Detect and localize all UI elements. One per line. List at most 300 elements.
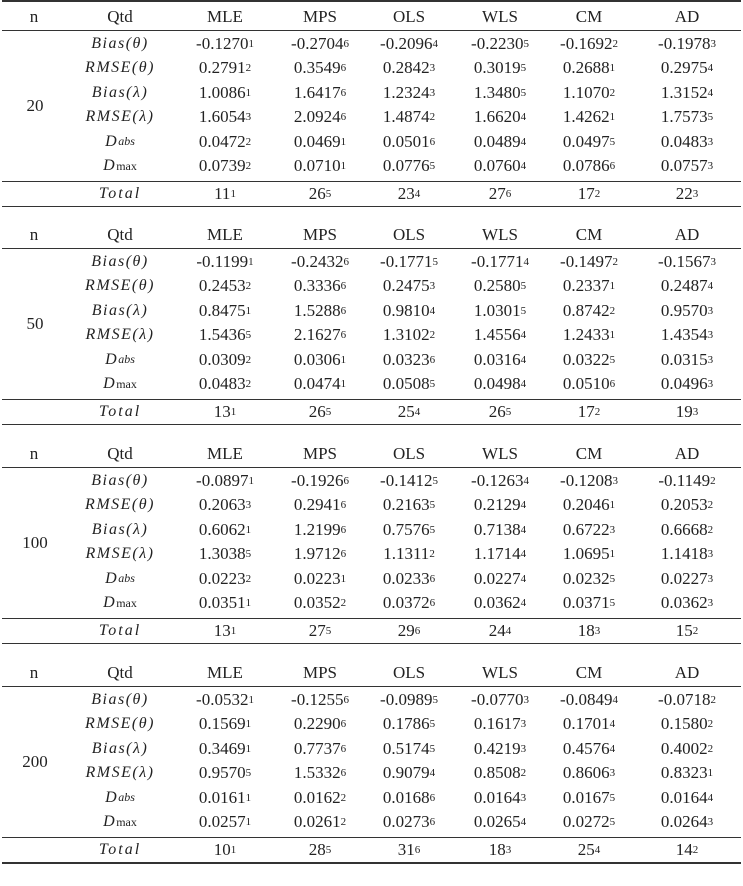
measure-main: D [105,132,119,150]
value-cell [180,689,270,711]
rank-superscript: 2 [707,499,714,512]
table-row [0,82,743,104]
cell-value: 0.6668 [660,519,708,539]
rank-superscript: 2 [707,742,714,755]
value-cell [364,106,454,128]
rank-superscript: 1 [609,548,616,561]
cell-value: 1.0086 [198,82,246,102]
total-cell [455,401,545,423]
measure-label-d_abs [65,349,175,371]
value-cell [455,470,545,492]
total-label: Total [98,184,142,202]
cell-value: 1.4556 [473,325,521,345]
rank-superscript: 1 [230,405,237,418]
value-cell [642,738,732,760]
cell-value: 0.0362 [660,593,708,613]
rank-superscript: 3 [520,791,527,804]
rank-superscript: 4 [520,572,527,585]
value-cell [180,738,270,760]
cell-value: 0.0472 [198,131,246,151]
value-cell [275,324,365,346]
cell-value: 0.0474 [293,374,341,394]
column-header-mps: MPS [302,662,338,682]
value-cell [642,713,732,735]
rank-superscript: 1 [340,378,347,391]
value-cell [455,787,545,809]
cell-value: 0.4002 [660,738,708,758]
rank-superscript: 4 [520,499,527,512]
cell-value: 0.7138 [473,519,521,539]
table-row [0,373,743,395]
rank-superscript: 1 [609,329,616,342]
cell-value: 10 [213,839,231,859]
total-cell [364,401,454,423]
value-cell [275,568,365,590]
total-cell [180,620,270,642]
cell-value: 17 [577,401,595,421]
measure-main: D [103,157,117,175]
value-cell [180,373,270,395]
sample-size-label: 20 [26,96,44,116]
value-cell [544,494,634,516]
table-row [0,349,743,371]
rank-superscript: 4 [505,624,512,637]
cell-value: 0.2129 [473,495,521,515]
rank-superscript: 3 [707,548,714,561]
value-cell [455,519,545,541]
rank-superscript: 4 [520,111,527,124]
cell-value: 0.9570 [660,300,708,320]
cell-value: 1.4354 [660,325,708,345]
value-cell [275,57,365,79]
rank-superscript: 1 [340,353,347,366]
total-cell [544,401,634,423]
rank-superscript: 1 [245,742,252,755]
value-cell [544,275,634,297]
cell-value: 0.2975 [660,58,708,78]
value-cell [275,349,365,371]
column-header-mps: MPS [302,224,338,244]
cell-value: 0.8508 [473,763,521,783]
value-cell [180,470,270,492]
rank-superscript: 6 [340,499,347,512]
total-cell [544,839,634,861]
rank-superscript: 6 [340,548,347,561]
cell-value: 0.2688 [562,58,610,78]
total-cell [544,620,634,642]
rank-superscript: 4 [414,187,421,200]
rank-superscript: 5 [429,378,436,391]
cell-value: 1.4262 [562,107,610,127]
rank-superscript: 1 [245,718,252,731]
cell-value: 0.0315 [660,349,708,369]
rank-superscript: 2 [245,378,252,391]
column-header-qtd: Qtd [107,224,133,244]
value-cell [180,324,270,346]
rank-superscript: 2 [340,816,347,829]
measure-main: D [105,788,119,806]
cell-value: 0.0372 [382,593,430,613]
measure-label-d_max [65,592,175,614]
total-cell [455,839,545,861]
rank-superscript: 1 [609,280,616,293]
column-header-wls: WLS [482,443,518,463]
value-cell [544,470,634,492]
total-cell [275,401,365,423]
cell-value: 0.0168 [382,787,430,807]
rank-superscript: 6 [505,187,512,200]
cell-value: 0.0161 [198,787,246,807]
value-cell [642,106,732,128]
rank-superscript: 4 [520,135,527,148]
rank-superscript: 5 [325,843,332,856]
value-cell [642,324,732,346]
measure-label-d_max [65,155,175,177]
cell-value: 1.5332 [293,763,341,783]
rank-superscript: 1 [230,187,236,200]
value-cell [642,787,732,809]
value-cell [275,494,365,516]
column-header-mle: MLE [207,224,243,244]
cell-value: 0.0257 [198,812,246,832]
value-cell [180,106,270,128]
cell-value: 1.3038 [198,544,246,564]
value-cell [455,494,545,516]
section-rule [2,206,741,207]
value-cell [275,689,365,711]
value-cell [364,787,454,809]
rank-superscript: 6 [343,693,349,706]
cell-value: 0.0760 [473,156,521,176]
column-header-ad: AD [674,224,700,244]
value-cell [180,349,270,371]
value-cell [642,470,732,492]
cell-value: 0.0496 [660,374,708,394]
value-cell [544,787,634,809]
rank-superscript: 4 [594,843,601,856]
cell-value: 0.8323 [660,763,708,783]
rank-superscript: 6 [429,135,436,148]
table-row [0,470,743,492]
rank-superscript: 6 [414,624,421,637]
total-row [0,183,743,205]
cell-value: 2.1627 [293,325,341,345]
rank-superscript: 6 [429,353,436,366]
cell-value: 1.7573 [660,107,708,127]
rank-superscript: 4 [612,693,618,706]
cell-value: 0.0164 [473,787,521,807]
measure-subscript: max [116,595,137,610]
value-cell [180,543,270,565]
value-cell [180,82,270,104]
total-cell [642,401,732,423]
value-cell [455,713,545,735]
value-cell [364,155,454,177]
table-row [0,33,743,55]
column-header-wls: WLS [482,662,518,682]
value-cell [642,131,732,153]
cell-value: 0.0162 [293,787,341,807]
rank-superscript: 3 [707,378,714,391]
rank-superscript: 6 [609,160,616,173]
value-cell [275,82,365,104]
cell-value: 0.2337 [562,276,610,296]
value-cell [364,519,454,541]
value-cell [364,543,454,565]
total-cell [544,183,634,205]
measure-label-rmse_theta: RMSE(θ) [85,496,155,514]
table-row [0,57,743,79]
cell-value: 0.0265 [473,812,521,832]
cell-value: 11 [214,183,231,203]
measure-subscript: max [116,814,137,829]
header-row [0,224,743,246]
cell-value: -0.1255 [291,689,344,709]
cell-value: 0.0469 [293,131,341,151]
value-cell [544,762,634,784]
cell-value: 1.2199 [293,519,341,539]
cell-value: 1.3102 [382,325,430,345]
value-cell [364,811,454,833]
rank-superscript: 5 [325,405,332,418]
rank-superscript: 2 [612,37,618,50]
measure-subscript: abs [118,134,135,149]
rank-superscript: 6 [429,572,436,585]
cell-value: 0.3469 [198,738,246,758]
column-header-cm: CM [575,6,603,26]
rank-superscript: 4 [523,255,529,268]
table-row [0,275,743,297]
cell-value: 0.0323 [382,349,430,369]
rank-superscript: 2 [612,255,618,268]
measure-label-bias_lambda: Bias(λ) [91,739,149,757]
rank-superscript: 3 [505,843,512,856]
cell-value: -0.1263 [471,470,524,490]
value-cell [275,738,365,760]
value-cell [275,592,365,614]
cell-value: 0.0483 [198,374,246,394]
value-cell [180,251,270,273]
rank-superscript: 3 [429,86,436,99]
cell-value: 0.2580 [473,276,521,296]
rank-superscript: 2 [429,111,436,124]
measure-label-d_max [65,373,175,395]
rank-superscript: 1 [340,135,347,148]
sample-size-label: 50 [26,314,44,334]
column-header-n: n [29,662,39,682]
value-cell [642,568,732,590]
rank-superscript: 1 [609,499,616,512]
value-cell [544,713,634,735]
measure-label-bias_theta: Bias(θ) [91,252,149,270]
column-header-mle: MLE [207,6,243,26]
header-rule [2,30,741,31]
total-row [0,401,743,423]
rank-superscript: 1 [340,572,347,585]
rank-superscript: 2 [520,767,527,780]
column-header-mps: MPS [302,443,338,463]
value-cell [544,33,634,55]
value-cell [455,373,545,395]
value-cell [455,155,545,177]
value-cell [642,543,732,565]
total-row [0,839,743,861]
value-cell [364,349,454,371]
cell-value: 0.9810 [382,300,430,320]
cell-value: 0.0227 [473,568,521,588]
value-cell [642,689,732,711]
cell-value: 0.0223 [198,568,246,588]
value-cell [364,713,454,735]
value-cell [364,373,454,395]
value-cell [364,275,454,297]
cell-value: -0.1149 [658,470,711,490]
cell-value: 26 [308,401,326,421]
total-cell [364,620,454,642]
rank-superscript: 5 [432,255,438,268]
cell-value: 1.3480 [473,82,521,102]
cell-value: 0.0352 [293,593,341,613]
value-cell [275,811,365,833]
rank-superscript: 3 [609,767,616,780]
rank-superscript: 1 [245,597,252,610]
rank-superscript: 5 [429,160,436,173]
cell-value: 23 [397,183,415,203]
rank-superscript: 3 [707,329,714,342]
rank-superscript: 3 [594,624,601,637]
rank-superscript: 6 [429,597,436,610]
column-header-cm: CM [575,662,603,682]
rank-superscript: 5 [245,329,252,342]
cell-value: 0.2063 [198,495,246,515]
total-cell [642,620,732,642]
value-cell [180,592,270,614]
cell-value: 1.0695 [562,544,610,564]
value-cell [364,568,454,590]
top-rule [2,0,741,2]
value-cell [455,324,545,346]
rank-superscript: 5 [429,499,436,512]
value-cell [180,33,270,55]
value-cell [642,300,732,322]
rank-superscript: 6 [340,718,347,731]
measure-label-d_abs [65,787,175,809]
cell-value: 0.3549 [293,58,341,78]
rank-superscript: 2 [692,843,699,856]
cell-value: 0.0351 [198,593,246,613]
measure-label-bias_theta: Bias(θ) [91,471,149,489]
rank-superscript: 5 [520,62,527,75]
rank-superscript: 5 [520,304,527,317]
value-cell [180,300,270,322]
column-header-cm: CM [575,443,603,463]
rank-superscript: 4 [520,597,527,610]
cell-value: 0.2046 [562,495,610,515]
rank-superscript: 5 [429,523,436,536]
cell-value: 0.0786 [562,156,610,176]
cell-value: 29 [397,620,415,640]
cell-value: 0.1701 [562,714,610,734]
cell-value: 0.0362 [473,593,521,613]
value-cell [180,713,270,735]
rank-superscript: 5 [609,816,616,829]
column-header-n: n [29,443,39,463]
cell-value: 0.7576 [382,519,430,539]
section-rule [2,643,741,644]
table-row [0,713,743,735]
bottom-rule [2,862,741,864]
value-cell [544,738,634,760]
column-header-ad: AD [674,6,700,26]
table-row [0,568,743,590]
column-header-ad: AD [674,443,700,463]
cell-value: -0.0770 [471,689,524,709]
rank-superscript: 5 [505,405,512,418]
measure-main: D [103,813,117,831]
rank-superscript: 6 [340,62,347,75]
rank-superscript: 6 [340,523,347,536]
measure-main: D [103,375,117,393]
cell-value: -0.1497 [560,251,613,271]
cell-value: -0.1692 [560,33,613,53]
header-rule [2,248,741,249]
value-cell [455,349,545,371]
header-rule [2,686,741,687]
measure-label-d_abs [65,131,175,153]
value-cell [275,373,365,395]
measure-main: D [105,350,119,368]
header-rule [2,467,741,468]
value-cell [364,300,454,322]
cell-value: 0.2842 [382,58,430,78]
value-cell [275,787,365,809]
value-cell [544,811,634,833]
rank-superscript: 4 [520,353,527,366]
cell-value: -0.1270 [196,33,249,53]
value-cell [275,251,365,273]
cell-value: 0.0261 [293,812,341,832]
cell-value: 0.0167 [562,787,610,807]
value-cell [275,131,365,153]
cell-value: 0.0508 [382,374,430,394]
cell-value: 0.2290 [293,714,341,734]
rank-superscript: 1 [230,624,237,637]
value-cell [275,300,365,322]
value-cell [544,251,634,273]
rank-superscript: 3 [707,597,714,610]
cell-value: 1.5288 [293,300,341,320]
rank-superscript: 6 [429,816,436,829]
value-cell [364,738,454,760]
total-cell [275,839,365,861]
measure-label-bias_lambda: Bias(λ) [91,301,149,319]
cell-value: 14 [675,839,693,859]
rank-superscript: 1 [245,86,252,99]
cell-value: 27 [488,183,506,203]
value-cell [544,592,634,614]
rank-superscript: 2 [594,187,601,200]
rank-superscript: 2 [429,548,435,561]
rank-superscript: 1 [230,843,237,856]
table-row [0,324,743,346]
rank-superscript: 5 [609,353,616,366]
value-cell [544,155,634,177]
measure-main: D [105,569,119,587]
cell-value: -0.2096 [380,33,433,53]
rank-superscript: 4 [414,405,421,418]
cell-value: -0.2230 [471,33,524,53]
value-cell [642,275,732,297]
